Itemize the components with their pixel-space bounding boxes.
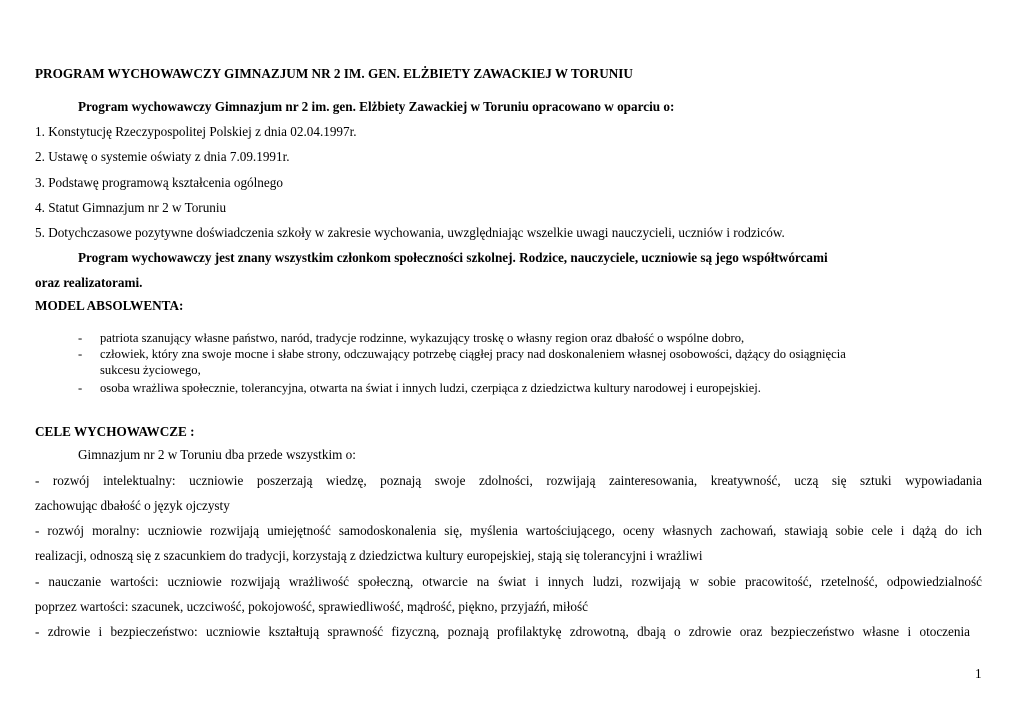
known-paragraph-line-2: oraz realizatorami. [35, 275, 143, 290]
goal-moral-line-2: realizacji, odnoszą się z szacunkiem do tradycji, korzystają z dziedzictwa kultury europejskiej, stają się tolerancyjni i wrażliwi [35, 548, 703, 563]
goal-intellectual-line-1: - rozwój intelektualny: uczniowie poszerzają wiedzę, poznają swoje zdolności, rozwijają zainteresowania, kreatywność, uczą się sztuki wypowiadania [35, 473, 982, 488]
model-item-2: człowiek, który zna swoje mocne i słabe strony, odczuwający potrzebę ciągłej pracy nad doskonaleniem własnej osobowości, dążący do osiągnięcia [100, 347, 846, 361]
goal-values-line-2: poprzez wartości: szacunek, uczciwość, pokojowość, sprawiedliwość, mądrość, piękno, przyjaźń, miłość [35, 599, 588, 614]
model-item-1: patriota szanujący własne państwo, naród, tradycje rodzinne, wykazujący troskę o własny region oraz dbałość o wspólne dobro, [100, 331, 745, 345]
bullet-dash: - [78, 381, 83, 395]
bullet-dash: - [78, 331, 83, 345]
basis-item-5: 5. Dotychczasowe pozytywne doświadczenia szkoły w zakresie wychowania, uwzględniając wszelkie uwagi nauczycieli, uczniów i rodziców. [35, 225, 785, 240]
intro-paragraph: Program wychowawczy Gimnazjum nr 2 im. gen. Elżbiety Zawackiej w Toruniu opracowano w oparciu o: [78, 99, 675, 114]
goal-values-line-1: - nauczanie wartości: uczniowie rozwijają wrażliwość społeczną, otwarcie na świat i innych ludzi, rozwijają w sobie pracowitość, rzetelność, odpowiedzialność [35, 574, 982, 589]
basis-item-2: 2. Ustawę o systemie oświaty z dnia 7.09.1991r. [35, 149, 290, 164]
document-title: PROGRAM WYCHOWAWCZY GIMNAZJUM NR 2 IM. GEN. ELŻBIETY ZAWACKIEJ W TORUNIU [35, 66, 633, 81]
basis-item-4: 4. Statut Gimnazjum nr 2 w Toruniu [35, 200, 227, 215]
known-paragraph-line-1: Program wychowawczy jest znany wszystkim członkom społeczności szkolnej. Rodzice, nauczyciele, uczniowie są jego współtwórcami [78, 250, 828, 265]
model-item-3: osoba wrażliwa społecznie, tolerancyjna, otwarta na świat i innych ludzi, czerpiąca z dziedzictwa kultury narodowej i europejskiej. [100, 381, 761, 395]
model-item-2-continued: sukcesu życiowego, [100, 363, 201, 377]
goals-intro: Gimnazjum nr 2 w Toruniu dba przede wszystkim o: [78, 447, 356, 462]
goal-intellectual-line-2: zachowując dbałość o język ojczysty [35, 498, 230, 513]
page-number: 1 [975, 666, 982, 681]
basis-item-1: 1. Konstytucję Rzeczypospolitej Polskiej z dnia 02.04.1997r. [35, 124, 357, 139]
goals-heading: CELE WYCHOWAWCZE : [35, 424, 195, 439]
model-heading: MODEL ABSOLWENTA: [35, 298, 184, 313]
bullet-dash: - [78, 347, 83, 361]
goal-health: - zdrowie i bezpieczeństwo: uczniowie kształtują sprawność fizyczną, poznają profilaktykę zdrowotną, dbają o zdrowie oraz bezpieczeństwo własne i otoczenia [35, 624, 970, 639]
basis-item-3: 3. Podstawę programową kształcenia ogólnego [35, 175, 283, 190]
goal-moral-line-1: - rozwój moralny: uczniowie rozwijają umiejętność samodoskonalenia się, myślenia wartościującego, oceny własnych zachowań, stawiają sobie cele i dążą do ich [35, 523, 982, 538]
